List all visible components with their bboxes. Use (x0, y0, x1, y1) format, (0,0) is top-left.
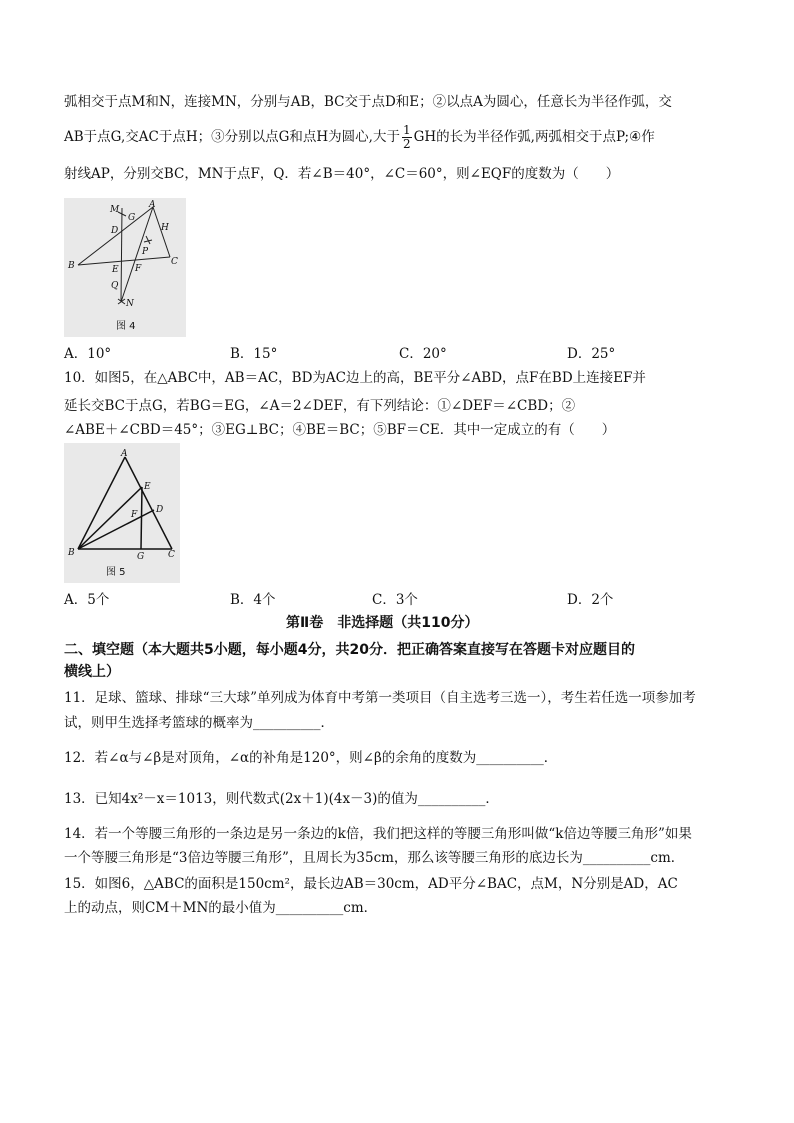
q12-line-1: 12．若∠α与∠β是对顶角，∠α的补角是120°，则∠β的余角的度数为__________． (64, 750, 558, 766)
q10-line-3: ∠ABE＋∠CBD＝45°；③EG⊥BC；④BE＝BC；⑤BF＝CE．其中一定成立的有（ ） (64, 422, 616, 438)
fig5-label-F: F (131, 510, 138, 520)
q14-line-1: 14．若一个等腰三角形的一条边是另一条边的k倍，我们把这样的等腰三角形叫做“k倍边等腰三角形”如果 (64, 826, 692, 842)
q9-option-d: D．25° (567, 346, 616, 362)
q15-line-2: 上的动点，则CM＋MN的最小值为__________cm． (64, 900, 378, 916)
q9-option-c: C．20° (399, 346, 447, 362)
q9-line-2 (64, 124, 734, 151)
section-2-title: 第Ⅱ卷 非选择题（共110分） (286, 615, 479, 631)
q15-line-1: 15．如图6，△ABC的面积是150cm²，最长边AB＝30cm，AD平分∠BAC，点M，N分别是AD，AC (64, 876, 678, 892)
q10-option-a: A．5个 (64, 592, 110, 608)
q11-line-2: 试，则甲生选择考篮球的概率为__________． (64, 715, 334, 731)
q10-line-1: 10．如图5，在△ABC中，AB＝AC，BD为AC边上的高，BE平分∠ABD，点F在BD上连接EF并 (64, 370, 646, 386)
figure-5 (64, 443, 180, 583)
fig5-label-E: E (144, 482, 151, 492)
fig4-label-A: A (149, 200, 156, 210)
figure-4-caption: 图 4 (116, 321, 136, 332)
fig4-label-E: E (112, 265, 119, 275)
fig4-label-F: F (135, 264, 142, 274)
q9-line-2-part-a: AB于点G,交AC于点H；③分别以点G和点H为圆心,大于 (64, 129, 400, 145)
section-2-heading-line-1: 二、填空题（本大题共5小题，每小题4分，共20分．把正确答案直接写在答题卡对应题目的 (64, 642, 635, 658)
fraction-numerator: 1 (402, 123, 411, 137)
fig4-label-D: D (111, 226, 119, 236)
q10-option-d: D．2个 (567, 592, 614, 608)
q11-line-1: 11．足球、篮球、排球“三大球”单列成为体育中考第一类项目（自主选考三选一），考生若任选一项参加考 (64, 690, 696, 706)
fig4-label-G: G (128, 213, 136, 223)
fig4-label-B: B (68, 261, 75, 271)
q10-line-2: 延长交BC于点G，若BG＝EG，∠A＝2∠DEF，有下列结论：①∠DEF＝∠CBD；② (64, 398, 576, 414)
fig4-label-Q: Q (111, 281, 119, 291)
fig5-label-B: B (68, 548, 75, 558)
figure-4 (64, 198, 186, 337)
q9-option-b: B．15° (230, 346, 278, 362)
figure-5-caption: 图 5 (106, 567, 126, 578)
fraction-one-half (402, 124, 412, 151)
fig4-label-C: C (171, 257, 178, 267)
fig5-label-D: D (156, 505, 164, 515)
section-2-heading-line-2: 横线上） (64, 664, 120, 680)
fig4-label-N: N (126, 299, 134, 309)
fig5-label-A: A (121, 449, 128, 459)
q10-option-b: B．4个 (230, 592, 276, 608)
q13-line-1: 13．已知4x²－x＝1013，则代数式(2x＋1)(4x－3)的值为__________． (64, 791, 499, 807)
fig5-label-G: G (137, 552, 145, 562)
figure-4-diagram (64, 198, 186, 337)
q9-line-1: 弧相交于点M和N，连接MN，分别与AB，BC交于点D和E；②以点A为圆心，任意长为半径作弧，交 (64, 94, 672, 110)
q14-line-2: 一个等腰三角形是“3倍边等腰三角形”，且周长为35cm，那么该等腰三角形的底边长为__________cm． (64, 850, 685, 866)
q9-line-3: 射线AP，分别交BC，MN于点F，Q．若∠B＝40°，∠C＝60°，则∠EQF的度数为（ ） (64, 166, 620, 182)
fig4-label-M: M (110, 205, 120, 215)
q10-option-c: C．3个 (372, 592, 418, 608)
fig5-label-C: C (168, 550, 175, 560)
fig4-label-H: H (161, 223, 169, 233)
fig4-label-P: P (142, 247, 149, 257)
q9-option-a: A．10° (64, 346, 112, 362)
q9-line-2-part-b: GH的长为半径作弧,两弧相交于点P;④作 (413, 129, 655, 145)
figure-5-diagram (64, 443, 180, 583)
fraction-denominator: 2 (402, 137, 411, 151)
